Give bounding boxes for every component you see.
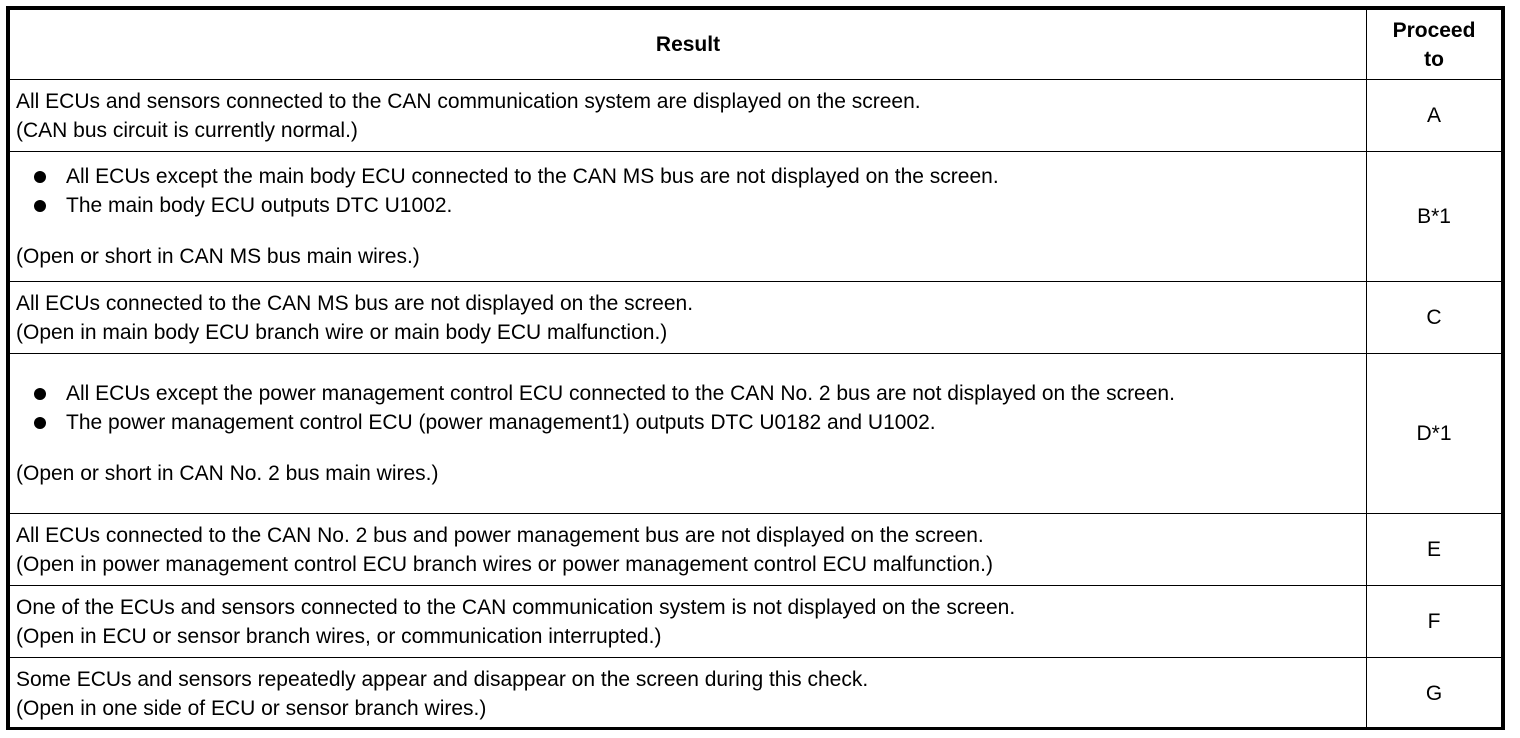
table-row-e — [10, 514, 1502, 586]
result-cell — [10, 80, 1367, 152]
result-cause: (Open in one side of ECU or sensor branch wires.) — [16, 696, 487, 720]
bullet-item: All ECUs except the main body ECU connected to the CAN MS bus are not displayed on the screen. — [16, 162, 1358, 191]
result-text: One of the ECUs and sensors connected to the CAN communication system is not displayed on the screen. — [16, 595, 1016, 619]
proceed-cell: F — [1367, 586, 1502, 658]
result-cause: (Open in main body ECU branch wire or main body ECU malfunction.) — [16, 320, 668, 344]
result-text: All ECUs connected to the CAN No. 2 bus and power management bus are not displayed on the screen. — [16, 523, 984, 547]
result-cell — [10, 282, 1367, 354]
bullet-item: The main body ECU outputs DTC U1002. — [16, 191, 1358, 220]
result-cell — [10, 658, 1367, 730]
result-table-frame — [6, 6, 1505, 730]
proceed-cell: D*1 — [1367, 354, 1502, 514]
table-row-d — [10, 354, 1502, 514]
table-row-c — [10, 282, 1502, 354]
result-cell — [10, 586, 1367, 658]
result-cause: (CAN bus circuit is currently normal.) — [16, 118, 358, 142]
result-table — [9, 9, 1502, 730]
result-cause: (Open or short in CAN MS bus main wires.) — [16, 245, 420, 268]
table-row-b — [10, 152, 1502, 282]
table-row-g — [10, 658, 1502, 730]
result-cause: (Open or short in CAN No. 2 bus main wires.) — [16, 462, 439, 485]
bullet-item: The power management control ECU (power management1) outputs DTC U0182 and U1002. — [16, 408, 1358, 437]
proceed-header-line-2: to — [1424, 47, 1444, 71]
proceed-cell: B*1 — [1367, 152, 1502, 282]
bullet-list — [16, 162, 1358, 220]
table-row-a — [10, 80, 1502, 152]
proceed-cell: C — [1367, 282, 1502, 354]
result-cause: (Open in ECU or sensor branch wires, or communication interrupted.) — [16, 624, 662, 648]
result-cell — [10, 354, 1367, 514]
result-text: All ECUs connected to the CAN MS bus are not displayed on the screen. — [16, 291, 694, 315]
proceed-cell: A — [1367, 80, 1502, 152]
proceed-cell: E — [1367, 514, 1502, 586]
bullet-list — [16, 379, 1358, 437]
proceed-column-header — [1367, 10, 1502, 80]
proceed-cell: G — [1367, 658, 1502, 730]
result-text: All ECUs and sensors connected to the CAN communication system are displayed on the screen. — [16, 89, 921, 113]
result-text: Some ECUs and sensors repeatedly appear and disappear on the screen during this check. — [16, 667, 869, 691]
table-header-row — [10, 10, 1502, 80]
result-cell — [10, 152, 1367, 282]
proceed-header-line-1: Proceed — [1392, 18, 1476, 42]
result-cause: (Open in power management control ECU branch wires or power management control ECU malfunction.) — [16, 552, 993, 576]
table-row-f — [10, 586, 1502, 658]
bullet-item: All ECUs except the power management control ECU connected to the CAN No. 2 bus are not displayed on the screen. — [16, 379, 1358, 408]
result-cell — [10, 514, 1367, 586]
result-column-header: Result — [10, 10, 1367, 80]
